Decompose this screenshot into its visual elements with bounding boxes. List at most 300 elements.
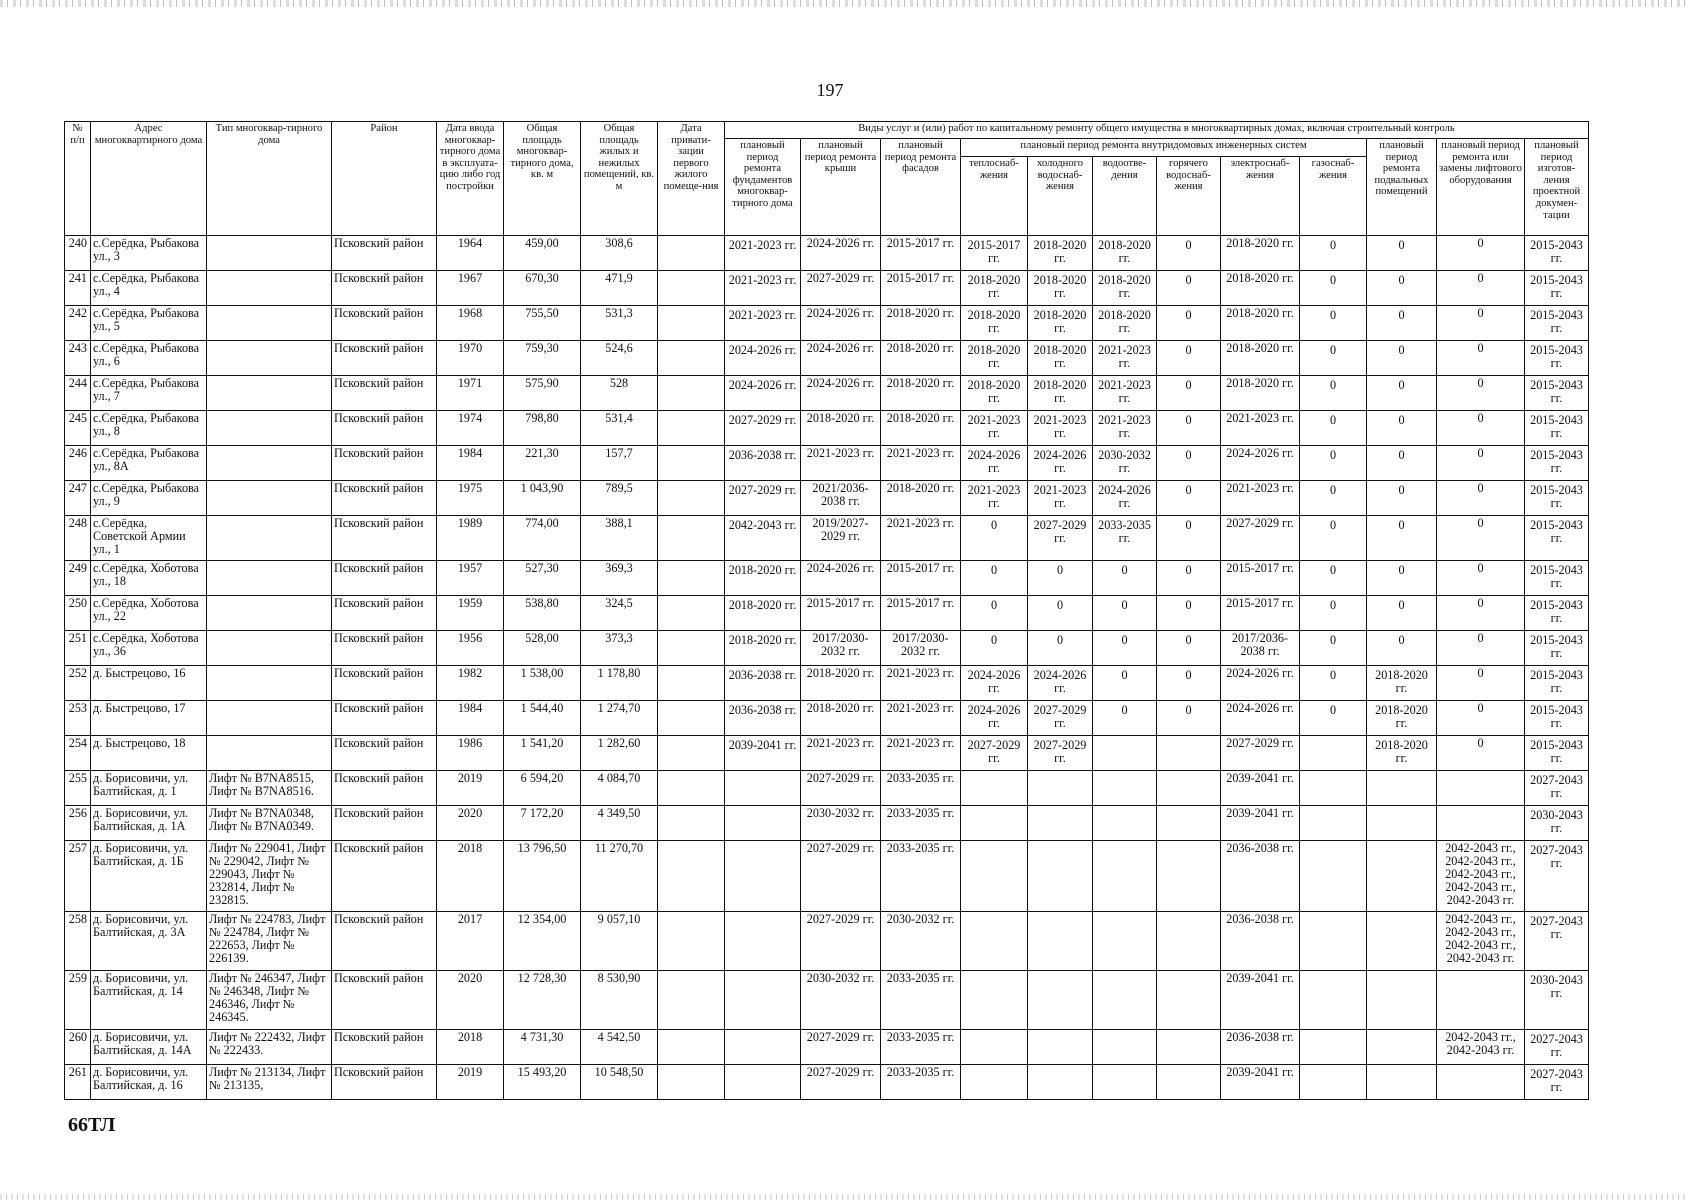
type-cell xyxy=(207,306,332,341)
hot-water-cell: 0 xyxy=(1157,236,1221,271)
gas-cell xyxy=(1300,912,1367,971)
living-area-cell: 324,5 xyxy=(581,596,658,631)
table-row xyxy=(65,806,1589,841)
basement-cell: 0 xyxy=(1367,271,1437,306)
foundation-cell: 2027-2029 гг. xyxy=(725,411,801,446)
district-cell: Псковский район xyxy=(332,236,437,271)
roof-cell: 2019/2027-2029 гг. xyxy=(801,516,881,561)
row-number: 250 xyxy=(65,596,91,631)
cold-water-cell xyxy=(1028,912,1093,971)
cold-water-cell: 2024-2026 гг. xyxy=(1028,446,1093,481)
sewer-cell xyxy=(1093,1065,1157,1100)
address-cell: с.Серёдка, Рыбакова ул., 8А xyxy=(91,446,207,481)
cold-water-cell: 2018-2020 гг. xyxy=(1028,306,1093,341)
living-area-cell: 4 349,50 xyxy=(581,806,658,841)
heat-cell: 0 xyxy=(961,596,1028,631)
facade-cell: 2015-2017 гг. xyxy=(881,271,961,306)
facade-cell: 2033-2035 гг. xyxy=(881,771,961,806)
basement-cell: 0 xyxy=(1367,446,1437,481)
district-cell: Псковский район xyxy=(332,411,437,446)
row-number: 256 xyxy=(65,806,91,841)
facade-cell: 2033-2035 гг. xyxy=(881,806,961,841)
type-cell xyxy=(207,446,332,481)
power-cell: 2024-2026 гг. xyxy=(1221,446,1300,481)
year-cell: 2020 xyxy=(437,806,504,841)
cold-water-cell: 2027-2029 гг. xyxy=(1028,736,1093,771)
gas-cell xyxy=(1300,971,1367,1030)
design-cell: 2015-2043 гг. xyxy=(1525,631,1589,666)
type-cell: Лифт № 224783, Лифт № 224784, Лифт № 222653, Лифт № 226139. xyxy=(207,912,332,971)
cold-water-cell: 0 xyxy=(1028,631,1093,666)
cold-water-cell: 2021-2023 гг. xyxy=(1028,411,1093,446)
year-cell: 1982 xyxy=(437,666,504,701)
hot-water-cell xyxy=(1157,841,1221,912)
privatization-cell xyxy=(658,771,725,806)
basement-cell xyxy=(1367,971,1437,1030)
design-cell: 2015-2043 гг. xyxy=(1525,596,1589,631)
sewer-cell: 2024-2026 гг. xyxy=(1093,481,1157,516)
sewer-cell: 0 xyxy=(1093,631,1157,666)
total-area-cell: 1 043,90 xyxy=(504,481,581,516)
foundation-cell xyxy=(725,771,801,806)
district-cell: Псковский район xyxy=(332,841,437,912)
table-row xyxy=(65,411,1589,446)
year-cell: 1984 xyxy=(437,701,504,736)
gas-cell xyxy=(1300,841,1367,912)
privatization-cell xyxy=(658,806,725,841)
basement-cell: 2018-2020 гг. xyxy=(1367,736,1437,771)
design-cell: 2015-2043 гг. xyxy=(1525,236,1589,271)
foundation-cell: 2036-2038 гг. xyxy=(725,666,801,701)
table-row xyxy=(65,736,1589,771)
facade-cell: 2015-2017 гг. xyxy=(881,236,961,271)
sewer-cell: 2021-2023 гг. xyxy=(1093,341,1157,376)
sewer-cell xyxy=(1093,841,1157,912)
page-number: 197 xyxy=(816,80,844,100)
year-cell: 1957 xyxy=(437,561,504,596)
living-area-cell: 9 057,10 xyxy=(581,912,658,971)
roof-cell: 2030-2032 гг. xyxy=(801,971,881,1030)
basement-cell: 0 xyxy=(1367,561,1437,596)
cold-water-cell xyxy=(1028,841,1093,912)
foundation-cell xyxy=(725,806,801,841)
address-cell: д. Быстрецово, 16 xyxy=(91,666,207,701)
roof-cell: 2030-2032 гг. xyxy=(801,806,881,841)
table-row xyxy=(65,306,1589,341)
facade-cell: 2021-2023 гг. xyxy=(881,736,961,771)
row-number: 251 xyxy=(65,631,91,666)
year-cell: 1967 xyxy=(437,271,504,306)
lift-cell: 0 xyxy=(1437,271,1525,306)
type-cell: Лифт № B7NA8515, Лифт № B7NA8516. xyxy=(207,771,332,806)
power-cell: 2027-2029 гг. xyxy=(1221,736,1300,771)
heat-cell: 0 xyxy=(961,561,1028,596)
gas-cell: 0 xyxy=(1300,236,1367,271)
gas-cell: 0 xyxy=(1300,631,1367,666)
privatization-cell xyxy=(658,912,725,971)
year-cell: 1984 xyxy=(437,446,504,481)
document-code: 66ТЛ xyxy=(68,1114,116,1136)
hot-water-cell: 0 xyxy=(1157,701,1221,736)
sewer-cell: 2018-2020 гг. xyxy=(1093,236,1157,271)
roof-cell: 2018-2020 гг. xyxy=(801,411,881,446)
district-cell: Псковский район xyxy=(332,516,437,561)
design-cell: 2015-2043 гг. xyxy=(1525,446,1589,481)
heat-cell: 2015-2017 гг. xyxy=(961,236,1028,271)
basement-cell: 0 xyxy=(1367,596,1437,631)
total-area-cell: 15 493,20 xyxy=(504,1065,581,1100)
foundation-cell: 2018-2020 гг. xyxy=(725,561,801,596)
year-cell: 1970 xyxy=(437,341,504,376)
hot-water-cell: 0 xyxy=(1157,516,1221,561)
district-cell: Псковский район xyxy=(332,806,437,841)
cold-water-cell: 2024-2026 гг. xyxy=(1028,666,1093,701)
table-row xyxy=(65,701,1589,736)
lift-cell xyxy=(1437,806,1525,841)
power-cell: 2036-2038 гг. xyxy=(1221,912,1300,971)
type-cell: Лифт № 229041, Лифт № 229042, Лифт № 229043, Лифт № 232814, Лифт № 232815. xyxy=(207,841,332,912)
type-cell xyxy=(207,341,332,376)
district-cell: Псковский район xyxy=(332,1065,437,1100)
address-cell: д. Борисовичи, ул. Балтийская, д. 3А xyxy=(91,912,207,971)
power-cell: 2021-2023 гг. xyxy=(1221,411,1300,446)
foundation-cell xyxy=(725,912,801,971)
year-cell: 1964 xyxy=(437,236,504,271)
privatization-cell xyxy=(658,341,725,376)
privatization-cell xyxy=(658,446,725,481)
cold-water-cell: 0 xyxy=(1028,561,1093,596)
roof-cell: 2018-2020 гг. xyxy=(801,666,881,701)
sewer-cell xyxy=(1093,1030,1157,1065)
row-number: 258 xyxy=(65,912,91,971)
basement-cell: 0 xyxy=(1367,236,1437,271)
foundation-cell: 2018-2020 гг. xyxy=(725,596,801,631)
table-row xyxy=(65,596,1589,631)
roof-cell: 2017/2030-2032 гг. xyxy=(801,631,881,666)
sewer-cell: 0 xyxy=(1093,596,1157,631)
header-hot-water: горячего водоснаб-жения xyxy=(1157,157,1221,236)
foundation-cell xyxy=(725,1030,801,1065)
basement-cell: 0 xyxy=(1367,376,1437,411)
type-cell xyxy=(207,236,332,271)
total-area-cell: 7 172,20 xyxy=(504,806,581,841)
privatization-cell xyxy=(658,1065,725,1100)
row-number: 240 xyxy=(65,236,91,271)
row-number: 249 xyxy=(65,561,91,596)
hot-water-cell: 0 xyxy=(1157,561,1221,596)
address-cell: с.Серёдка, Рыбакова ул., 3 xyxy=(91,236,207,271)
district-cell: Псковский район xyxy=(332,481,437,516)
living-area-cell: 524,6 xyxy=(581,341,658,376)
district-cell: Псковский район xyxy=(332,341,437,376)
privatization-cell xyxy=(658,561,725,596)
district-cell: Псковский район xyxy=(332,596,437,631)
total-area-cell: 6 594,20 xyxy=(504,771,581,806)
cold-water-cell: 0 xyxy=(1028,596,1093,631)
roof-cell: 2027-2029 гг. xyxy=(801,1030,881,1065)
lift-cell: 0 xyxy=(1437,701,1525,736)
power-cell: 2039-2041 гг. xyxy=(1221,771,1300,806)
design-cell: 2015-2043 гг. xyxy=(1525,411,1589,446)
table-row xyxy=(65,271,1589,306)
gas-cell: 0 xyxy=(1300,481,1367,516)
heat-cell: 2027-2029 гг. xyxy=(961,736,1028,771)
design-cell: 2027-2043 гг. xyxy=(1525,1030,1589,1065)
living-area-cell: 528 xyxy=(581,376,658,411)
power-cell: 2018-2020 гг. xyxy=(1221,236,1300,271)
gas-cell: 0 xyxy=(1300,341,1367,376)
address-cell: д. Быстрецово, 18 xyxy=(91,736,207,771)
address-cell: с.Серёдка, Рыбакова ул., 8 xyxy=(91,411,207,446)
hot-water-cell: 0 xyxy=(1157,341,1221,376)
foundation-cell: 2036-2038 гг. xyxy=(725,446,801,481)
row-number: 243 xyxy=(65,341,91,376)
total-area-cell: 1 538,00 xyxy=(504,666,581,701)
sewer-cell: 2021-2023 гг. xyxy=(1093,411,1157,446)
table-row xyxy=(65,376,1589,411)
hot-water-cell xyxy=(1157,806,1221,841)
total-area-cell: 12 354,00 xyxy=(504,912,581,971)
basement-cell xyxy=(1367,912,1437,971)
district-cell: Псковский район xyxy=(332,1030,437,1065)
lift-cell xyxy=(1437,971,1525,1030)
address-cell: с.Серёдка, Рыбакова ул., 6 xyxy=(91,341,207,376)
district-cell: Псковский район xyxy=(332,666,437,701)
cold-water-cell: 2018-2020 гг. xyxy=(1028,341,1093,376)
design-cell: 2015-2043 гг. xyxy=(1525,341,1589,376)
sewer-cell xyxy=(1093,806,1157,841)
header-district: Район xyxy=(332,122,437,236)
foundation-cell: 2042-2043 гг. xyxy=(725,516,801,561)
privatization-cell xyxy=(658,841,725,912)
table-row xyxy=(65,971,1589,1030)
header-works-group: Виды услуг и (или) работ по капитальному ремонту общего имущества в многоквартирных домах, включая строительный контроль xyxy=(725,122,1589,139)
roof-cell: 2027-2029 гг. xyxy=(801,912,881,971)
privatization-cell xyxy=(658,701,725,736)
privatization-cell xyxy=(658,631,725,666)
cold-water-cell: 2027-2029 гг. xyxy=(1028,516,1093,561)
gas-cell xyxy=(1300,771,1367,806)
scan-edge-bottom xyxy=(0,1194,1686,1200)
district-cell: Псковский район xyxy=(332,271,437,306)
district-cell: Псковский район xyxy=(332,561,437,596)
row-number: 242 xyxy=(65,306,91,341)
type-cell xyxy=(207,631,332,666)
heat-cell: 2024-2026 гг. xyxy=(961,666,1028,701)
roof-cell: 2015-2017 гг. xyxy=(801,596,881,631)
table-row xyxy=(65,912,1589,971)
roof-cell: 2027-2029 гг. xyxy=(801,1065,881,1100)
living-area-cell: 4 084,70 xyxy=(581,771,658,806)
table-row xyxy=(65,236,1589,271)
facade-cell: 2030-2032 гг. xyxy=(881,912,961,971)
gas-cell: 0 xyxy=(1300,306,1367,341)
roof-cell: 2024-2026 гг. xyxy=(801,376,881,411)
total-area-cell: 670,30 xyxy=(504,271,581,306)
foundation-cell xyxy=(725,971,801,1030)
type-cell xyxy=(207,411,332,446)
address-cell: д. Борисовичи, ул. Балтийская, д. 14А xyxy=(91,1030,207,1065)
total-area-cell: 755,50 xyxy=(504,306,581,341)
design-cell: 2015-2043 гг. xyxy=(1525,701,1589,736)
roof-cell: 2027-2029 гг. xyxy=(801,771,881,806)
facade-cell: 2021-2023 гг. xyxy=(881,446,961,481)
facade-cell: 2033-2035 гг. xyxy=(881,971,961,1030)
district-cell: Псковский район xyxy=(332,912,437,971)
total-area-cell: 538,80 xyxy=(504,596,581,631)
type-cell xyxy=(207,701,332,736)
address-cell: д. Быстрецово, 17 xyxy=(91,701,207,736)
header-cold-water: холодного водоснаб-жения xyxy=(1028,157,1093,236)
roof-cell: 2027-2029 гг. xyxy=(801,841,881,912)
design-cell: 2027-2043 гг. xyxy=(1525,1065,1589,1100)
total-area-cell: 459,00 xyxy=(504,236,581,271)
gas-cell xyxy=(1300,1065,1367,1100)
type-cell xyxy=(207,561,332,596)
facade-cell: 2033-2035 гг. xyxy=(881,841,961,912)
gas-cell: 0 xyxy=(1300,561,1367,596)
design-cell: 2027-2043 гг. xyxy=(1525,841,1589,912)
hot-water-cell: 0 xyxy=(1157,596,1221,631)
living-area-cell: 10 548,50 xyxy=(581,1065,658,1100)
row-number: 248 xyxy=(65,516,91,561)
address-cell: д. Борисовичи, ул. Балтийская, д. 1Б xyxy=(91,841,207,912)
sewer-cell: 2030-2032 гг. xyxy=(1093,446,1157,481)
address-cell: с.Серёдка, Хоботова ул., 36 xyxy=(91,631,207,666)
roof-cell: 2021/2036-2038 гг. xyxy=(801,481,881,516)
lift-cell: 0 xyxy=(1437,516,1525,561)
basement-cell xyxy=(1367,1030,1437,1065)
hot-water-cell xyxy=(1157,1065,1221,1100)
design-cell: 2015-2043 гг. xyxy=(1525,271,1589,306)
facade-cell: 2021-2023 гг. xyxy=(881,666,961,701)
design-cell: 2015-2043 гг. xyxy=(1525,376,1589,411)
cold-water-cell: 2021-2023 гг. xyxy=(1028,481,1093,516)
cold-water-cell: 2018-2020 гг. xyxy=(1028,376,1093,411)
power-cell: 2039-2041 гг. xyxy=(1221,1065,1300,1100)
lift-cell: 0 xyxy=(1437,446,1525,481)
row-number: 247 xyxy=(65,481,91,516)
header-lift: плановый период ремонта или замены лифтового оборудования xyxy=(1437,139,1525,236)
table-row xyxy=(65,446,1589,481)
type-cell xyxy=(207,481,332,516)
heat-cell xyxy=(961,912,1028,971)
header-gas: газоснаб-жения xyxy=(1300,157,1367,236)
facade-cell: 2021-2023 гг. xyxy=(881,701,961,736)
lift-cell: 2042-2043 гг., 2042-2043 гг., 2042-2043 гг., 2042-2043 гг. xyxy=(1437,912,1525,971)
lift-cell xyxy=(1437,771,1525,806)
power-cell: 2027-2029 гг. xyxy=(1221,516,1300,561)
type-cell xyxy=(207,596,332,631)
hot-water-cell: 0 xyxy=(1157,666,1221,701)
total-area-cell: 527,30 xyxy=(504,561,581,596)
power-cell: 2018-2020 гг. xyxy=(1221,271,1300,306)
basement-cell: 2018-2020 гг. xyxy=(1367,701,1437,736)
year-cell: 1974 xyxy=(437,411,504,446)
sewer-cell: 2033-2035 гг. xyxy=(1093,516,1157,561)
design-cell: 2015-2043 гг. xyxy=(1525,736,1589,771)
lift-cell: 0 xyxy=(1437,376,1525,411)
header-privatization: Дата привати-зации первого жилого помеще-ния xyxy=(658,122,725,236)
design-cell: 2015-2043 гг. xyxy=(1525,561,1589,596)
design-cell: 2027-2043 гг. xyxy=(1525,771,1589,806)
sewer-cell: 0 xyxy=(1093,666,1157,701)
address-cell: с.Серёдка, Рыбакова ул., 4 xyxy=(91,271,207,306)
row-number: 245 xyxy=(65,411,91,446)
privatization-cell xyxy=(658,376,725,411)
lift-cell: 2042-2043 гг., 2042-2043 гг. xyxy=(1437,1030,1525,1065)
sewer-cell: 2018-2020 гг. xyxy=(1093,271,1157,306)
type-cell: Лифт № 246347, Лифт № 246348, Лифт № 246346, Лифт № 246345. xyxy=(207,971,332,1030)
hot-water-cell: 0 xyxy=(1157,306,1221,341)
design-cell: 2015-2043 гг. xyxy=(1525,306,1589,341)
living-area-cell: 388,1 xyxy=(581,516,658,561)
district-cell: Псковский район xyxy=(332,631,437,666)
lift-cell: 0 xyxy=(1437,236,1525,271)
cold-water-cell xyxy=(1028,1030,1093,1065)
year-cell: 1956 xyxy=(437,631,504,666)
total-area-cell: 12 728,30 xyxy=(504,971,581,1030)
roof-cell: 2021-2023 гг. xyxy=(801,736,881,771)
power-cell: 2017/2036-2038 гг. xyxy=(1221,631,1300,666)
year-cell: 1971 xyxy=(437,376,504,411)
sewer-cell: 0 xyxy=(1093,561,1157,596)
facade-cell: 2017/2030-2032 гг. xyxy=(881,631,961,666)
gas-cell: 0 xyxy=(1300,516,1367,561)
lift-cell: 0 xyxy=(1437,561,1525,596)
design-cell: 2015-2043 гг. xyxy=(1525,666,1589,701)
privatization-cell xyxy=(658,236,725,271)
living-area-cell: 8 530,90 xyxy=(581,971,658,1030)
power-cell: 2015-2017 гг. xyxy=(1221,596,1300,631)
sewer-cell xyxy=(1093,971,1157,1030)
hot-water-cell: 0 xyxy=(1157,481,1221,516)
header-design: плановый период изготов-ления проектной докумен-тации xyxy=(1525,139,1589,236)
cold-water-cell: 2018-2020 гг. xyxy=(1028,271,1093,306)
year-cell: 1959 xyxy=(437,596,504,631)
hot-water-cell xyxy=(1157,971,1221,1030)
row-number: 252 xyxy=(65,666,91,701)
foundation-cell: 2027-2029 гг. xyxy=(725,481,801,516)
heat-cell: 2018-2020 гг. xyxy=(961,306,1028,341)
row-number: 260 xyxy=(65,1030,91,1065)
district-cell: Псковский район xyxy=(332,376,437,411)
table-row xyxy=(65,1030,1589,1065)
facade-cell: 2018-2020 гг. xyxy=(881,481,961,516)
gas-cell xyxy=(1300,1030,1367,1065)
privatization-cell xyxy=(658,516,725,561)
living-area-cell: 373,3 xyxy=(581,631,658,666)
gas-cell: 0 xyxy=(1300,411,1367,446)
roof-cell: 2018-2020 гг. xyxy=(801,701,881,736)
basement-cell: 0 xyxy=(1367,481,1437,516)
header-living-area: Общая площадь жилых и нежилых помещений, кв. м xyxy=(581,122,658,236)
hot-water-cell: 0 xyxy=(1157,631,1221,666)
heat-cell xyxy=(961,971,1028,1030)
facade-cell: 2015-2017 гг. xyxy=(881,596,961,631)
table-row xyxy=(65,631,1589,666)
foundation-cell: 2036-2038 гг. xyxy=(725,701,801,736)
type-cell: Лифт № 213134, Лифт № 213135, xyxy=(207,1065,332,1100)
basement-cell xyxy=(1367,771,1437,806)
facade-cell: 2018-2020 гг. xyxy=(881,341,961,376)
heat-cell xyxy=(961,771,1028,806)
privatization-cell xyxy=(658,306,725,341)
power-cell: 2036-2038 гг. xyxy=(1221,1030,1300,1065)
table-row xyxy=(65,481,1589,516)
header-type: Тип многоквар-тирного дома xyxy=(207,122,332,236)
sewer-cell xyxy=(1093,771,1157,806)
